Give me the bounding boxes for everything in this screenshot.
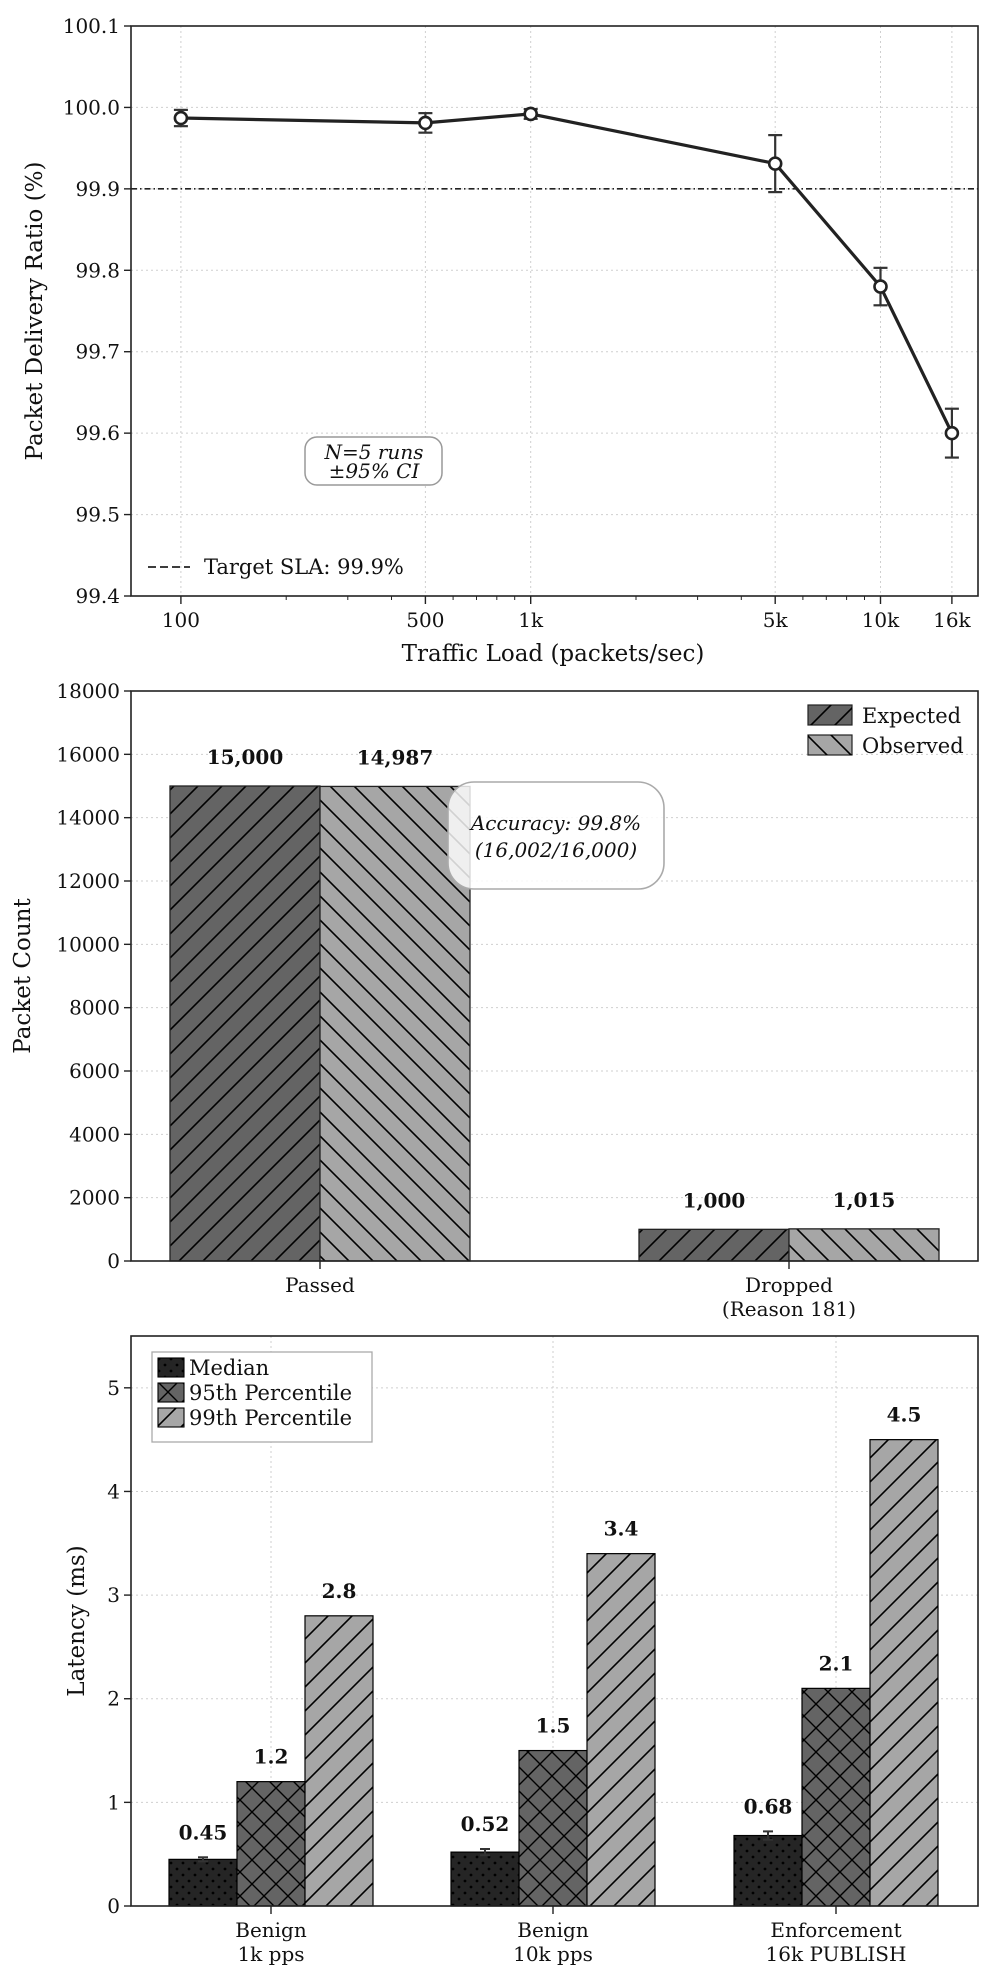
latency-bar-hatch-s2-1	[587, 1554, 655, 1906]
latency-bar-hatch-s2-2	[870, 1440, 938, 1906]
count-ytick-label-4: 8000	[69, 995, 120, 1020]
pdr-xtick-label-3: 5k	[762, 608, 788, 632]
count-label-expected-0: 15,000	[206, 745, 284, 769]
count-bar-hatch-observed-1	[789, 1229, 939, 1261]
pdr-ytick-label-2: 99.6	[75, 421, 120, 446]
delivery-ratio-grid	[131, 26, 978, 596]
legend-p99: 99th Percentile	[189, 1406, 353, 1430]
latency-category-2-line-0: Enforcement	[770, 1918, 902, 1942]
count-bar-hatch-expected-0	[170, 786, 320, 1261]
latency-category-0-line-1: 1k pps	[237, 1942, 305, 1966]
runs-annotation	[305, 437, 442, 485]
accuracy-annotation	[448, 782, 664, 889]
latency-category-1-line-0: Benign	[517, 1918, 589, 1942]
latency-bar-hatch-s2-0	[305, 1616, 373, 1906]
count-bar-hatch-expected-1	[639, 1229, 789, 1261]
count-ytick-label-8: 16000	[56, 742, 120, 767]
delivery-ratio-line	[181, 114, 952, 433]
count-category-0-line-0: Passed	[285, 1273, 355, 1297]
latency-legend	[152, 1352, 372, 1442]
annotation-line-1: N=5 runs	[324, 440, 424, 464]
latency-label-s2-2: 4.5	[886, 1402, 922, 1427]
count-label-observed-0: 14,987	[356, 745, 434, 770]
latency-bar-hatch-s1-2	[802, 1688, 870, 1906]
pdr-ytick-label-3: 99.7	[75, 339, 120, 364]
latency-chart	[64, 1336, 978, 1966]
latency-y-label: Latency (ms)	[64, 1545, 90, 1697]
pdr-xtick-label-2: 1k	[518, 608, 544, 632]
count-ytick-label-5: 10000	[56, 932, 120, 957]
latency-ytick-label-5: 5	[107, 1375, 120, 1400]
count-ytick-label-3: 6000	[69, 1059, 120, 1083]
pdr-xtick-label-0: 100	[161, 608, 200, 632]
pdr-point-1	[419, 117, 431, 129]
latency-label-s0-1: 0.52	[460, 1812, 510, 1836]
pdr-point-0	[175, 112, 187, 124]
latency-ytick-label-1: 1	[107, 1790, 120, 1815]
pdr-ytick-label-0: 99.4	[75, 584, 120, 608]
delivery-ratio-ticks	[63, 14, 972, 632]
delivery-ratio-x-label: Traffic Load (packets/sec)	[401, 641, 705, 667]
delivery-ratio-errorbars	[174, 109, 959, 458]
latency-category-1-line-1: 10k pps	[513, 1942, 593, 1966]
latency-label-s1-2: 2.1	[818, 1651, 854, 1676]
latency-label-s1-0: 1.2	[253, 1744, 289, 1769]
latency-category-2-line-1: 16k PUBLISH	[765, 1942, 907, 1966]
accuracy-line-2: (16,002/16,000)	[474, 838, 638, 862]
pdr-xtick-label-1: 500	[406, 608, 445, 632]
latency-label-s2-0: 2.8	[321, 1578, 357, 1603]
pdr-ytick-label-6: 100.0	[62, 95, 120, 120]
pdr-ytick-label-4: 99.8	[75, 258, 120, 283]
latency-ytick-label-3: 3	[107, 1583, 120, 1608]
delivery-ratio-chart	[22, 14, 978, 667]
latency-label-s0-2: 0.68	[743, 1794, 793, 1819]
count-ytick-label-2: 4000	[69, 1122, 120, 1147]
pdr-point-5	[946, 427, 958, 439]
pdr-ytick-label-7: 100.1	[62, 14, 120, 38]
latency-bar-hatch-s1-1	[519, 1751, 587, 1906]
latency-label-s0-0: 0.45	[178, 1820, 228, 1845]
count-ytick-label-6: 12000	[56, 869, 120, 893]
latency-bar-hatch-s0-0	[169, 1859, 237, 1906]
count-label-observed-1: 1,015	[832, 1187, 896, 1212]
latency-bar-hatch-s0-2	[734, 1836, 802, 1906]
latency-ytick-label-0: 0	[107, 1894, 120, 1918]
pdr-point-3	[769, 158, 781, 170]
pdr-ytick-label-5: 99.9	[75, 176, 120, 201]
count-ytick-label-9: 18000	[56, 679, 120, 703]
pdr-point-4	[874, 281, 886, 293]
count-label-expected-1: 1,000	[682, 1188, 746, 1213]
latency-label-s2-1: 3.4	[603, 1516, 639, 1541]
count-ytick-label-1: 2000	[69, 1185, 120, 1210]
legend-median: Median	[189, 1356, 270, 1380]
accuracy-line-1: Accuracy: 99.8%	[470, 811, 642, 835]
delivery-ratio-plot-frame	[131, 26, 978, 596]
legend-expected: Expected	[862, 704, 962, 728]
count-category-1-line-0: Dropped	[745, 1273, 833, 1297]
sla-legend-label: Target SLA: 99.9%	[204, 555, 404, 579]
latency-bar-hatch-s1-0	[237, 1782, 305, 1906]
latency-category-0-line-0: Benign	[235, 1918, 307, 1942]
pdr-xtick-label-4: 10k	[861, 608, 900, 632]
count-category-1-line-1: (Reason 181)	[721, 1297, 857, 1321]
latency-ytick-label-2: 2	[107, 1686, 120, 1711]
legend-observed: Observed	[862, 734, 964, 758]
delivery-ratio-y-label: Packet Delivery Ratio (%)	[22, 161, 48, 461]
latency-bar-hatch-s0-1	[451, 1852, 519, 1906]
packet-count-chart	[10, 679, 978, 1321]
latency-ytick-label-4: 4	[107, 1479, 120, 1504]
sla-legend	[148, 555, 404, 579]
latency-label-s1-1: 1.5	[535, 1713, 571, 1738]
count-ytick-label-0: 0	[107, 1249, 120, 1273]
pdr-ytick-label-1: 99.5	[75, 502, 120, 527]
annotation-line-2: ±95% CI	[328, 459, 420, 483]
count-ytick-label-7: 14000	[56, 805, 120, 830]
packet-count-legend	[808, 704, 964, 758]
delivery-ratio-markers	[175, 108, 958, 439]
legend-p95: 95th Percentile	[189, 1381, 353, 1405]
pdr-xtick-label-5: 16k	[933, 608, 971, 632]
packet-count-y-label: Packet Count	[10, 898, 36, 1054]
pdr-point-2	[525, 108, 537, 120]
